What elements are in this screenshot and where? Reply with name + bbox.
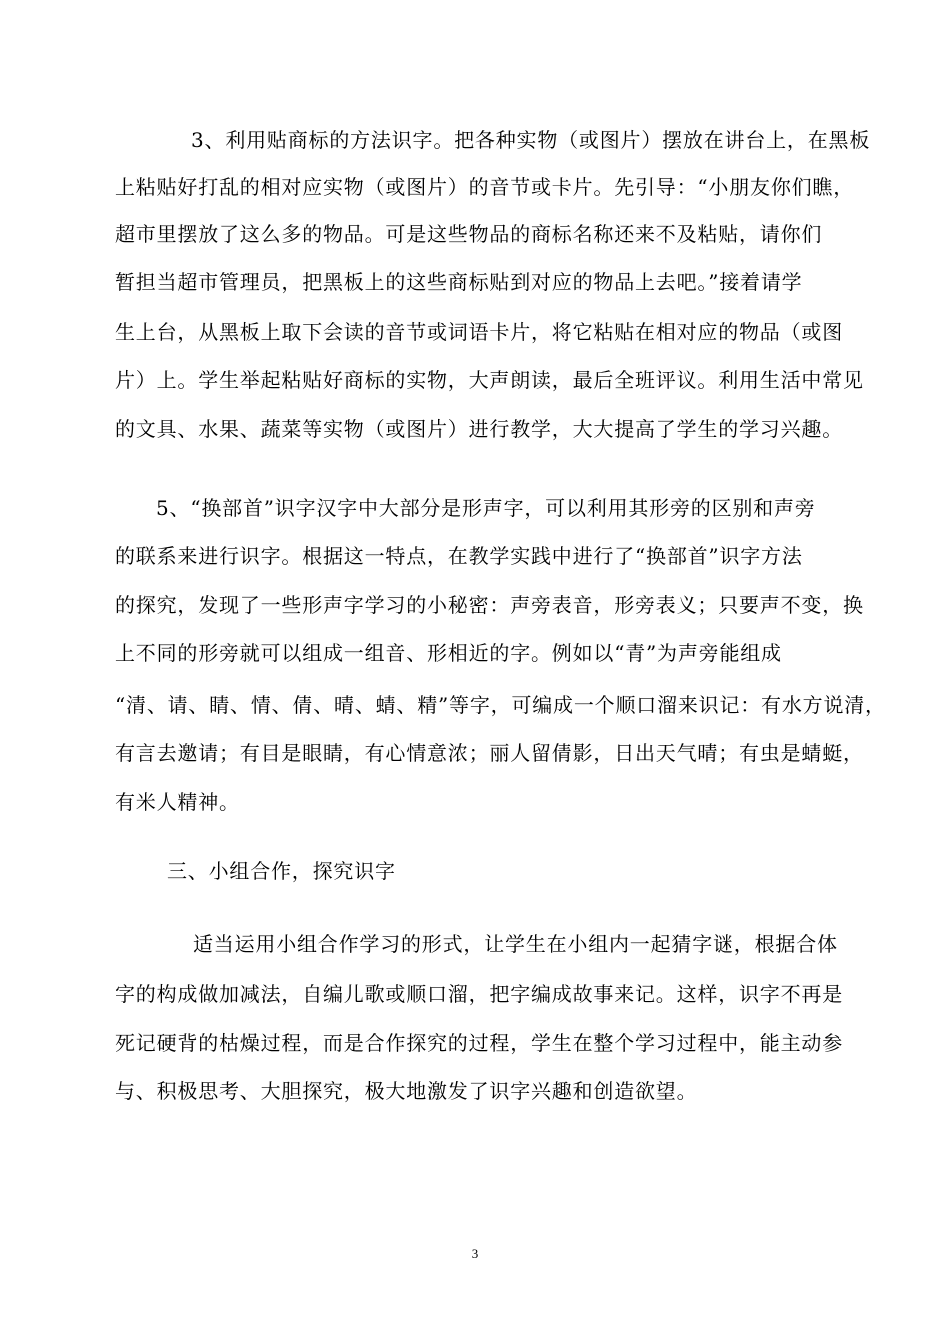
paragraph-1-line-3: 超市里摆放了这么多的物品。可是这些物品的商标名称还来不及粘贴，请你们 <box>115 222 823 246</box>
paragraph-1-line-4: 暂担当超市管理员，把黑板上的这些商标贴到对应的物品上去吧。”接着请学 <box>115 270 803 294</box>
page-number: 3 <box>471 1246 479 1261</box>
paragraph-3-line-4: 与、积极思考、大胆探究，极大地激发了识字兴趣和创造欲望。 <box>115 1079 698 1103</box>
paragraph-3-line-3: 死记硬背的枯燥过程，而是合作探究的过程，学生在整个学习过程中，能主动参 <box>115 1031 843 1055</box>
section-heading: 三、小组合作，探究识字 <box>167 859 396 883</box>
paragraph-2-line-6: 有言去邀请；有目是眼睛，有心情意浓；丽人留倩影，日出天气晴；有虫是蜻蜓， <box>115 741 864 765</box>
paragraph-2-line-2: 的联系来进行识字。根据这一特点，在教学实践中进行了“换部首”识字方法 <box>115 544 803 568</box>
paragraph-1-line-2: 上粘贴好打乱的相对应实物（或图片）的音节或卡片。先引导：“小朋友你们瞧， <box>115 175 855 199</box>
paragraph-3-line-2: 字的构成做加减法，自编儿歌或顺口溜，把字编成故事来记。这样，识字不再是 <box>115 982 843 1006</box>
paragraph-2-line-3: 的探究，发现了一些形声字学习的小秘密：声旁表音，形旁表义；只要声不变，换 <box>115 593 864 617</box>
paragraph-2-line-1: 5、“换部首”识字汉字中大部分是形声字，可以利用其形旁的区别和声旁 <box>156 496 816 520</box>
paragraph-1-line-6: 片）上。学生举起粘贴好商标的实物，大声朗读，最后全班评议。利用生活中常见 <box>115 368 864 392</box>
paragraph-1-line-5: 生上台，从黑板上取下会读的音节或词语卡片，将它粘贴在相对应的物品（或图 <box>115 320 843 344</box>
paragraph-2-line-5: “清、请、睛、情、倩、晴、蜻、精”等字，可编成一个顺口溜来识记：有水方说清， <box>115 693 886 717</box>
paragraph-2-line-4: 上不同的形旁就可以组成一组音、形相近的字。例如以“青”为声旁能组成 <box>115 641 782 665</box>
paragraph-2-line-7: 有米人精神。 <box>115 790 240 814</box>
paragraph-3-line-1: 适当运用小组合作学习的形式，让学生在小组内一起猜字谜，根据合体 <box>193 932 838 956</box>
paragraph-1-line-1: 3、利用贴商标的方法识字。把各种实物（或图片）摆放在讲台上，在黑板 <box>191 128 871 152</box>
paragraph-1-line-7: 的文具、水果、蔬菜等实物（或图片）进行教学，大大提高了学生的学习兴趣。 <box>115 417 843 441</box>
